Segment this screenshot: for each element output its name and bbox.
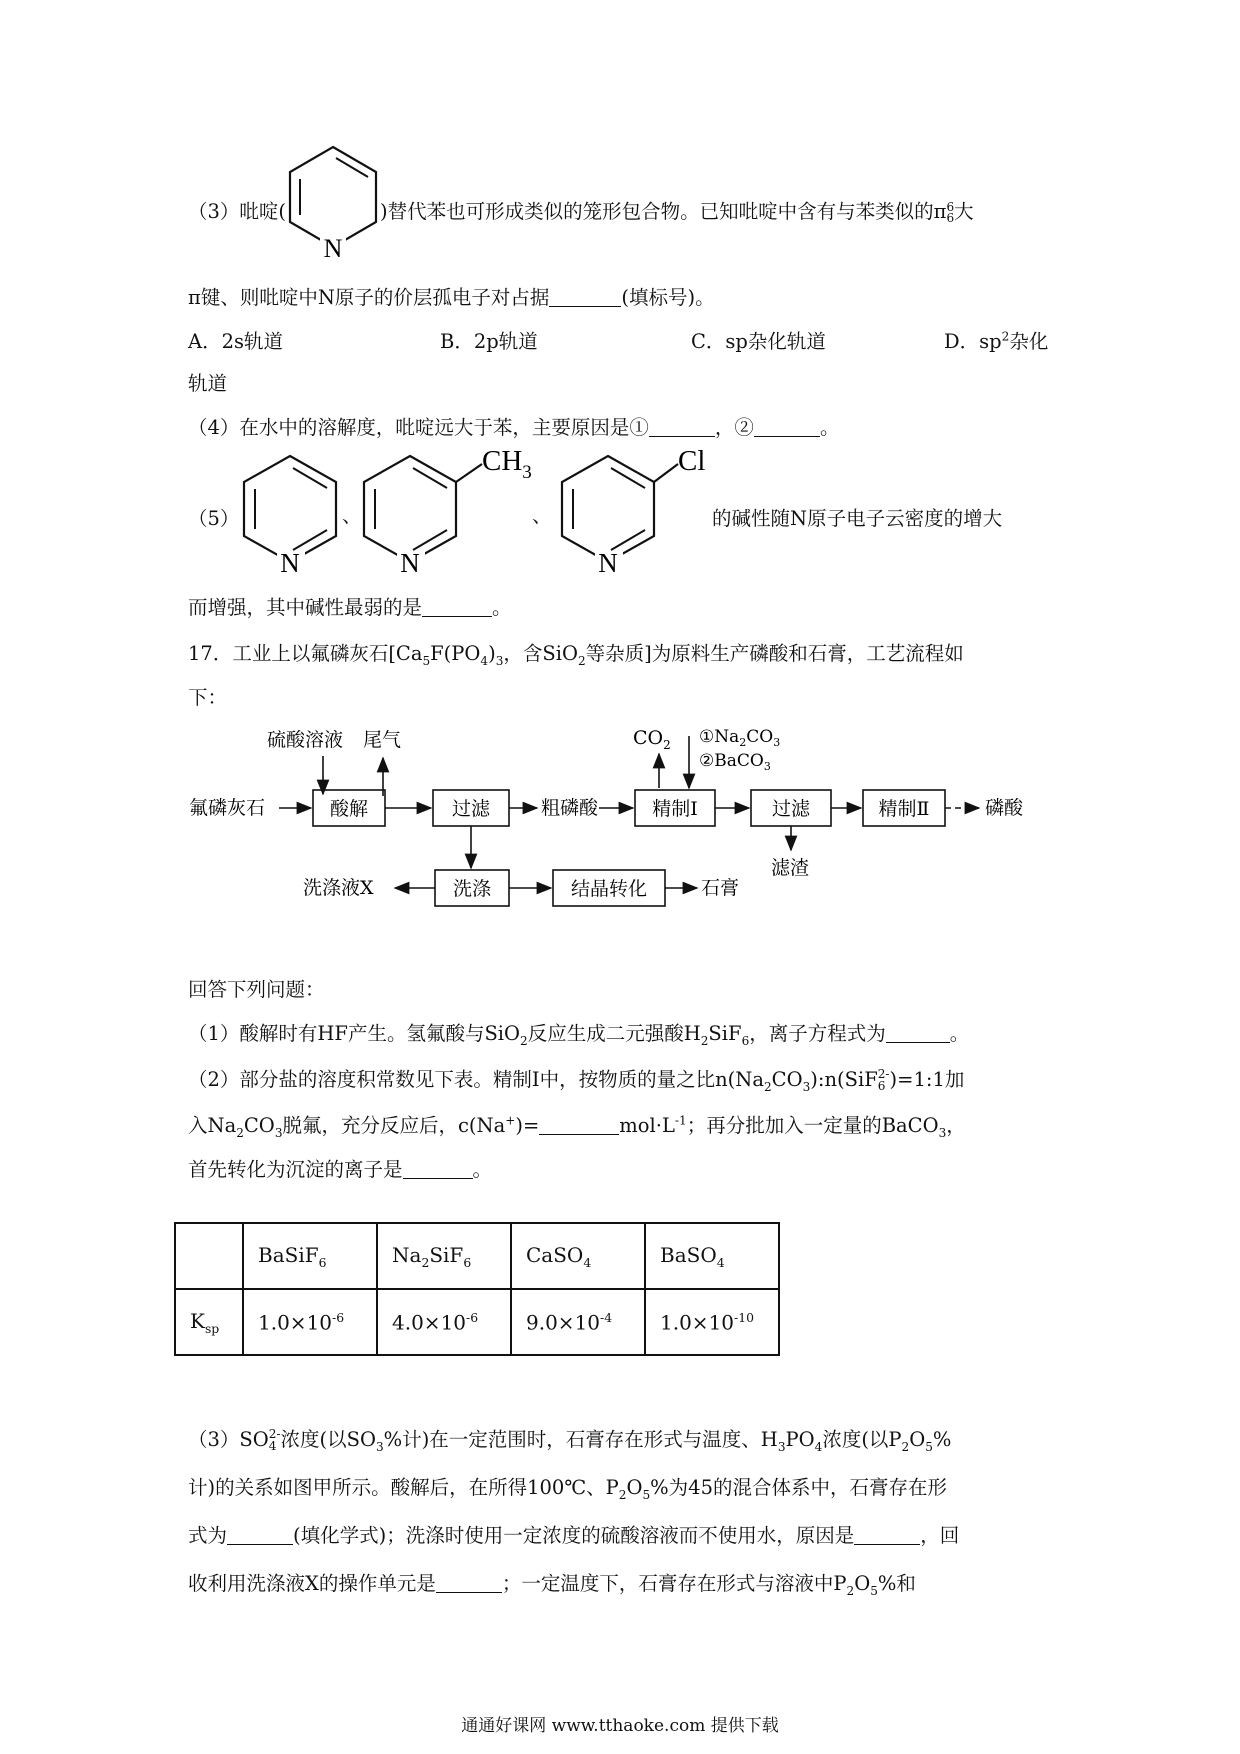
- row-label: $K_{sp}$: [175, 1289, 243, 1355]
- table-header-row: [175, 1223, 779, 1289]
- co2-label: $CO_2$: [633, 727, 671, 752]
- separator: 、: [532, 504, 552, 527]
- svg-text:N: N: [323, 234, 343, 260]
- answer-blank[interactable]: [886, 1022, 950, 1043]
- table-cell: $1.0\times 10^{-10}$: [645, 1289, 779, 1355]
- table-row: [175, 1289, 779, 1355]
- svg-text:Cl: Cl: [678, 445, 706, 477]
- chloropyridine-structure: [556, 440, 716, 576]
- q16-p3-text: )替代苯也可形成类似的笼形包合物。已知吡啶中含有与苯类似的: [380, 200, 934, 223]
- option-b: B．2p轨道: [440, 330, 538, 353]
- q17-p2-line3: 首先转化为沉淀的离子是 。: [188, 1158, 493, 1181]
- svg-text:结晶转化: 结晶转化: [570, 878, 648, 900]
- svg-text:N: N: [400, 548, 420, 576]
- answer-blank[interactable]: [649, 416, 715, 437]
- table-header: BaSiF$_6$: [243, 1223, 377, 1289]
- sulfuric-acid-input-label: 硫酸溶液: [267, 729, 344, 751]
- answer-blank[interactable]: [854, 1524, 920, 1545]
- svg-text:酸解: 酸解: [329, 798, 369, 820]
- svg-text:CH3: $CH_3$: [482, 445, 532, 483]
- separator: 、: [342, 504, 362, 527]
- q17-p2: （2）部分盐的溶度积常数见下表。精制Ⅰ中，按物质的量之比$n(Na_2CO_3):n(SiF$ 2- 6 )=1:1加: [188, 1067, 965, 1094]
- table-cell: $4.0\times 10^{-6}$: [377, 1289, 511, 1355]
- table-cell: $1.0\times 10^{-6}$: [243, 1289, 377, 1355]
- answer-blank[interactable]: [403, 1158, 473, 1179]
- option-c: C．sp杂化轨道: [691, 330, 826, 353]
- wash-liquid-label: 洗涤液X: [303, 877, 374, 899]
- methylpyridine-structure: [358, 440, 538, 576]
- answer-blank[interactable]: [549, 286, 621, 307]
- q17-intro-line2: 下：: [188, 686, 228, 709]
- q16-p3-line2: π键、则吡啶中N原子的价层孤电子对占据 (填标号)。: [188, 286, 715, 309]
- page-footer: 通通好课网 www.tthaoke.com 提供下载: [461, 1716, 779, 1736]
- table-header: $Na_2SiF_6$: [377, 1223, 511, 1289]
- q17-p3-line1: （3）SO 2- 4 浓度(以$SO_3\%$计)在一定范围时，石膏存在形式与温度、$H_3PO_4$浓度(以$P_2O_5\%$: [188, 1427, 952, 1454]
- q17-intro: 17．工业上以氟磷灰石[$Ca_5F(PO_4)_3$，含SiO$_2$等杂质]为原料生产磷酸和石膏，工艺流程如: [188, 642, 964, 668]
- q17-p2-line2: 入$Na_2CO_3$脱氟，充分反应后，$c(Na^+)= mol\cdot L^{-1}$；再分批加入一定量的BaCO$_3$，: [188, 1113, 966, 1140]
- additive-2-label: ②BaCO$_3$: [699, 751, 771, 773]
- answer-blank[interactable]: [227, 1524, 293, 1545]
- svg-text:N: N: [280, 548, 300, 576]
- q16-p3-line1: （3）吡啶( )替代苯也可形成类似的笼形包合物。已知吡啶中含有与苯类似的π 6 6 大: [188, 199, 974, 225]
- q16-p5-line2: 而增强，其中碱性最弱的是 。: [188, 596, 512, 619]
- svg-text:N: N: [598, 548, 618, 576]
- option-d-continued: 轨道: [188, 372, 228, 395]
- table-cell: $9.0\times 10^{-4}$: [511, 1289, 645, 1355]
- pyridine-structure-1: [288, 142, 388, 260]
- pi-bond-symbol: π 6 6: [933, 199, 955, 225]
- q16-p4: （4）在水中的溶解度，吡啶远大于苯，主要原因是① ，② 。: [188, 416, 840, 439]
- filter-residue-label: 滤渣: [771, 857, 810, 879]
- additive-1-label: $①Na_2CO_3$: [699, 727, 781, 749]
- pyridine-structure-2: [240, 448, 344, 576]
- svg-text:精制Ⅰ: 精制Ⅰ: [652, 798, 698, 820]
- crude-acid-label: 粗磷酸: [541, 797, 599, 819]
- ksp-table: [174, 1222, 780, 1356]
- q17-p3-line3: 式为 (填化学式)；洗涤时使用一定浓度的硫酸溶液而不使用水，原因是 ，回: [188, 1524, 960, 1547]
- answer-blank[interactable]: [436, 1572, 502, 1593]
- gypsum-label: 石膏: [701, 877, 740, 899]
- answer-blank[interactable]: [754, 416, 820, 437]
- svg-text:精制Ⅱ: 精制Ⅱ: [878, 798, 930, 820]
- q17-p3-line2: 计)的关系如图甲所示。酸解后，在所得100℃、$P_2O_5\%$为45的混合体系中，石膏存在形: [188, 1476, 947, 1502]
- product-label: 磷酸: [985, 797, 1024, 819]
- answer-intro: 回答下列问题：: [188, 978, 325, 1001]
- q17-p3-line4: 收利用洗涤液X的操作单元是 ；一定温度下，石膏存在形式与溶液中$P_2O_5\%$和: [188, 1572, 916, 1598]
- start-material-label: 氟磷灰石: [189, 797, 266, 819]
- q16-p5-label: （5）: [188, 507, 240, 530]
- q16-p5-text: 的碱性随N原子电子云密度的增大: [712, 507, 1003, 530]
- answer-blank[interactable]: [539, 1114, 619, 1135]
- option-d: D．$sp^2$杂化: [944, 329, 1049, 353]
- svg-text:过滤: 过滤: [771, 798, 811, 820]
- q16-p3-intro: （3）吡啶(: [188, 200, 287, 223]
- option-a: A．2s轨道: [188, 330, 283, 353]
- svg-text:过滤: 过滤: [451, 798, 491, 820]
- process-flow-diagram: [185, 722, 1065, 962]
- table-header: CaSO$_4$: [511, 1223, 645, 1289]
- q17-p1: （1）酸解时有HF产生。氢氟酸与SiO$_2$反应生成二元强酸$H_2SiF_6$，离子方程式为 。: [188, 1022, 970, 1048]
- tail-gas-label: 尾气: [363, 729, 402, 751]
- svg-text:洗涤: 洗涤: [452, 878, 492, 900]
- answer-blank[interactable]: [422, 596, 492, 617]
- table-header: BaSO$_4$: [645, 1223, 779, 1289]
